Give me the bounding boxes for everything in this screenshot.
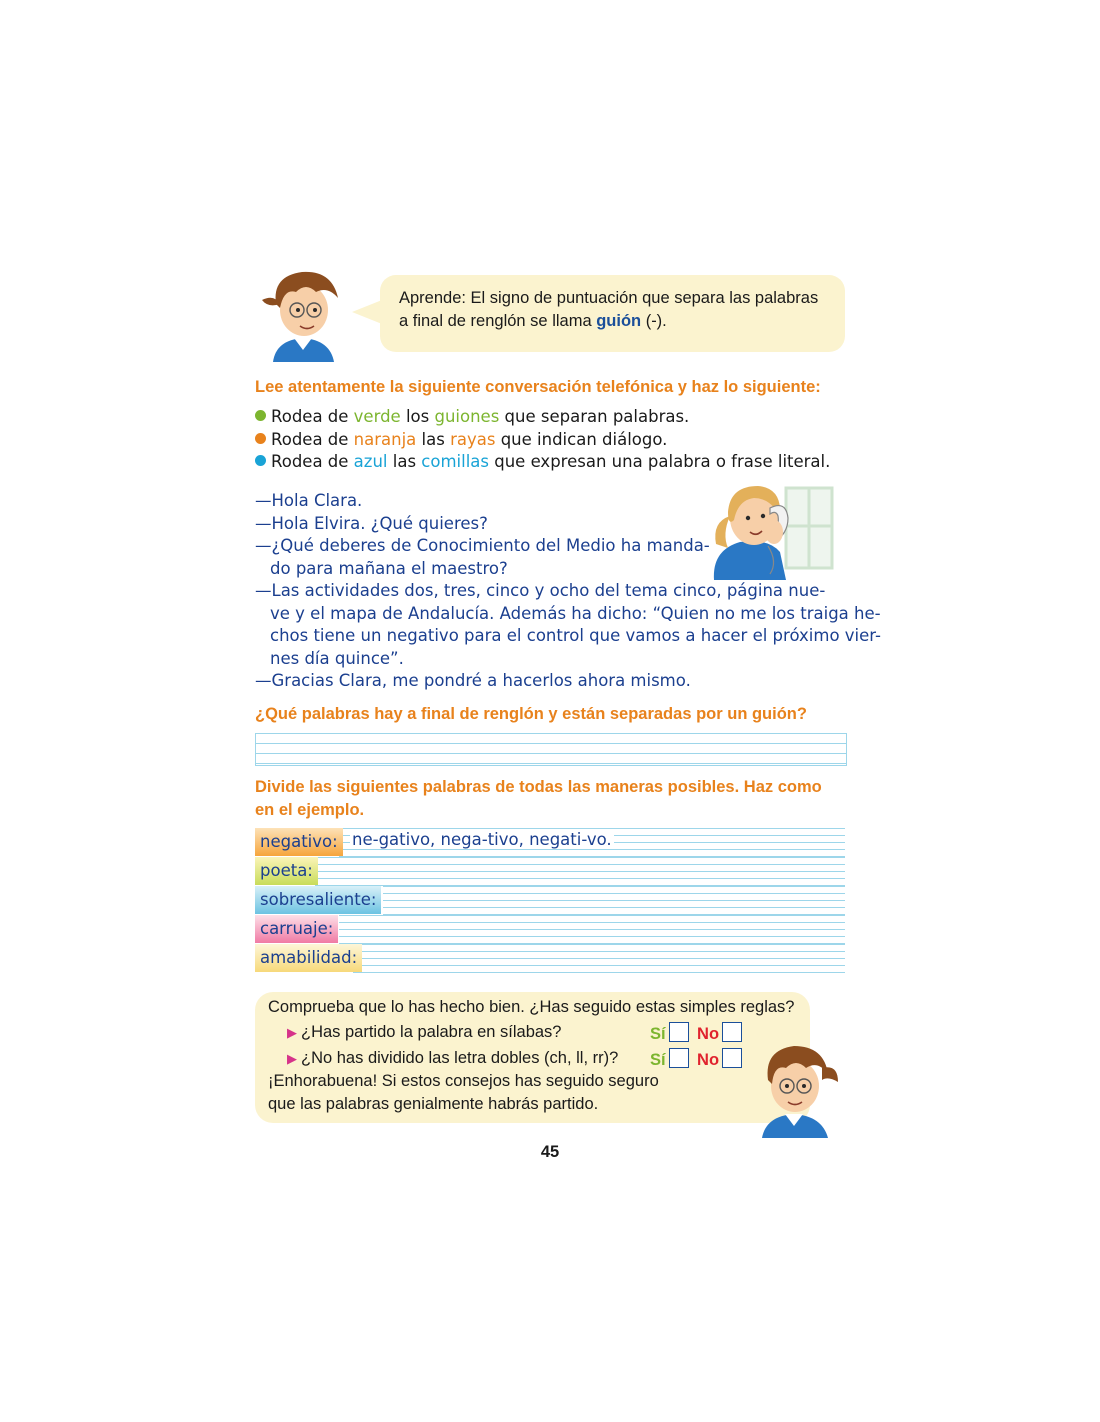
dialogue-line: chos tiene un negativo para el control que vamos a hacer el próximo vier-	[270, 626, 881, 645]
word-row-poeta	[255, 857, 845, 886]
check-intro: Comprueba que lo has hecho bien. ¿Has seguido estas simples reglas?	[268, 998, 795, 1016]
yes-checkbox[interactable]	[669, 1048, 689, 1068]
check-question-2-text: ¿No has dividido las letra dobles (ch, ll, rr)?	[301, 1049, 619, 1067]
dialogue-line: —Hola Clara.	[255, 491, 363, 510]
yes-checkbox[interactable]	[669, 1022, 689, 1042]
orange-dot-icon	[255, 433, 266, 444]
tip-line-1: Aprende: El signo de puntuación que separa las palabras	[399, 289, 819, 307]
check-options-1	[650, 1022, 742, 1044]
tip-line-2	[399, 310, 839, 333]
boy-illustration-bottom	[752, 1038, 840, 1138]
dialogue-line: —Hola Elvira. ¿Qué quieres?	[255, 513, 488, 533]
word-row-negativo	[255, 828, 845, 857]
word-writing-lines[interactable]	[383, 886, 845, 915]
word-writing-lines[interactable]	[353, 944, 845, 973]
tip-line-2-post: (-).	[641, 312, 667, 330]
exercise-heading-2-line-2: en el ejemplo.	[255, 801, 365, 819]
check-closing-2: que las palabras genialmente habrás partido.	[268, 1095, 599, 1113]
example-answer: ne-gativo, nega-tivo, negati-vo.	[352, 830, 612, 849]
instruction-item: Rodea de naranja las rayas que indican diálogo.	[255, 430, 855, 453]
speech-bubble-tail	[352, 300, 382, 324]
check-question-1-text: ¿Has partido la palabra en sílabas?	[301, 1023, 562, 1041]
dialogue-line: —Gracias Clara, me pondré a hacerlos ahora mismo.	[255, 671, 691, 690]
yes-label: Sí	[650, 1025, 666, 1043]
word-writing-lines[interactable]	[315, 857, 845, 886]
instruction-item: Rodea de azul las comillas que expresan una palabra o frase literal.	[255, 452, 855, 475]
tip-keyword: guión	[596, 312, 642, 330]
instruction-list	[255, 407, 855, 475]
check-options-2	[650, 1048, 742, 1070]
no-checkbox[interactable]	[722, 1022, 742, 1042]
boy-illustration-top	[258, 264, 348, 362]
dialogue-line: nes día quince”.	[270, 648, 404, 668]
word-writing-lines[interactable]	[339, 915, 845, 944]
answer-writing-lines[interactable]	[255, 733, 847, 766]
green-dot-icon	[255, 410, 266, 421]
word-label: carruaje:	[255, 915, 338, 943]
check-closing-1: ¡Enhorabuena! Si estos consejos has seguido seguro	[268, 1072, 659, 1090]
exercise-heading-2-line-1: Divide las siguientes palabras de todas las maneras posibles. Haz como	[255, 778, 822, 796]
dialogue-line: —Las actividades dos, tres, cinco y ocho del tema cinco, página nue-	[255, 581, 826, 600]
word-label: poeta:	[255, 857, 318, 885]
word-row-carruaje	[255, 915, 845, 944]
check-question-2	[287, 1049, 618, 1068]
word-label: amabilidad:	[255, 944, 362, 972]
dialogue-line: ve y el mapa de Andalucía. Además ha dicho: “Quien no me los traiga he-	[270, 603, 881, 623]
tip-text	[399, 287, 839, 333]
no-label: No	[697, 1051, 720, 1069]
yes-label: Sí	[650, 1051, 666, 1069]
word-row-amabilidad	[255, 944, 845, 973]
word-label: sobresaliente:	[255, 886, 381, 914]
check-question-1	[287, 1023, 562, 1042]
page-number: 45	[540, 1143, 560, 1161]
triangle-bullet-icon: ▶	[287, 1025, 297, 1040]
no-checkbox[interactable]	[722, 1048, 742, 1068]
tip-line-2-pre: a final de renglón se llama	[399, 312, 597, 330]
blue-dot-icon	[255, 455, 266, 466]
word-row-sobresaliente	[255, 886, 845, 915]
dialogue-line: do para mañana el maestro?	[270, 558, 508, 578]
instruction-item: Rodea de verde los guiones que separan palabras.	[255, 407, 855, 430]
triangle-bullet-icon: ▶	[287, 1051, 297, 1066]
dialogue-line: —¿Qué deberes de Conocimiento del Medio ha manda-	[255, 536, 710, 555]
phone-dialogue	[255, 490, 881, 693]
no-label: No	[697, 1025, 720, 1043]
exercise-question-1: ¿Qué palabras hay a final de renglón y están separadas por un guión?	[255, 705, 807, 723]
word-label: negativo:	[255, 828, 343, 856]
exercise-heading-1: Lee atentamente la siguiente conversación telefónica y haz lo siguiente:	[255, 378, 821, 396]
exercise-heading-2	[255, 776, 822, 822]
